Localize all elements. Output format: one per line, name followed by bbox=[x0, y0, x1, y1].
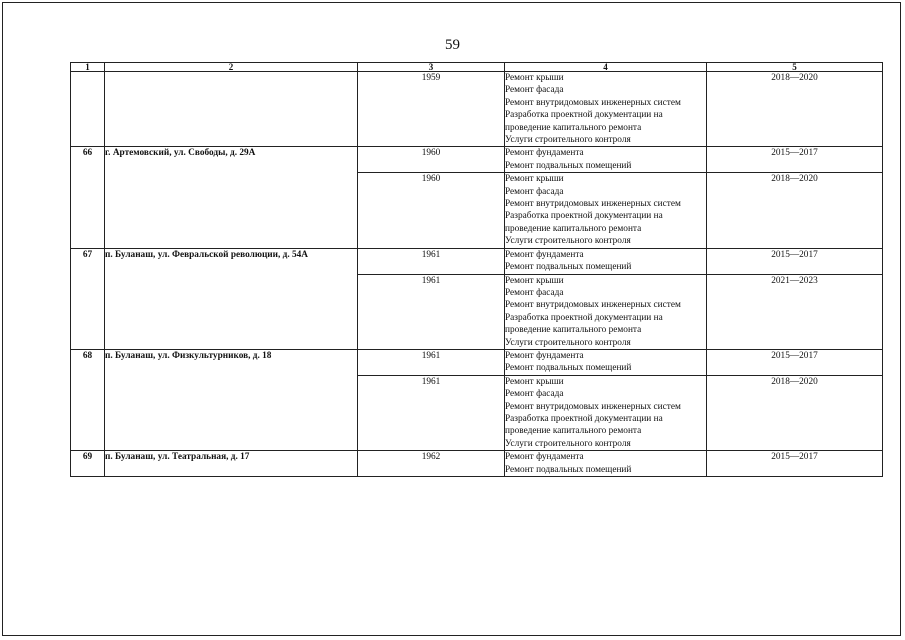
table-row bbox=[71, 72, 883, 147]
table-row bbox=[71, 349, 883, 375]
construction-year: 1960 bbox=[358, 173, 505, 248]
building-address: п. Буланаш, ул. Физкультурников, д. 18 bbox=[105, 349, 358, 450]
table-row bbox=[71, 451, 883, 477]
construction-year: 1962 bbox=[358, 451, 505, 477]
repair-period: 2015—2017 bbox=[707, 248, 883, 274]
work-item: Ремонт подвальных помещений bbox=[505, 160, 632, 171]
work-item: Ремонт фасада bbox=[505, 287, 564, 298]
repair-period: 2021—2023 bbox=[707, 274, 883, 349]
construction-year: 1961 bbox=[358, 349, 505, 375]
row-number: 67 bbox=[71, 248, 105, 349]
work-item: Ремонт крыши bbox=[505, 73, 564, 83]
row-number bbox=[71, 72, 105, 147]
column-header: 4 bbox=[505, 63, 707, 72]
work-item: Ремонт внутридомовых инженерных систем bbox=[505, 199, 681, 210]
work-item: Ремонт крыши bbox=[505, 275, 564, 286]
building-address: п. Буланаш, ул. Февральской революции, д. 54А bbox=[105, 248, 358, 349]
works-list bbox=[505, 173, 707, 248]
repair-period: 2015—2017 bbox=[707, 349, 883, 375]
construction-year: 1961 bbox=[358, 248, 505, 274]
construction-year: 1961 bbox=[358, 274, 505, 349]
row-number: 69 bbox=[71, 451, 105, 477]
page-number: 59 bbox=[445, 37, 460, 53]
works-list bbox=[505, 72, 707, 147]
works-list bbox=[505, 375, 707, 450]
works-list bbox=[505, 274, 707, 349]
work-item: Разработка проектной документации на проведение капитального ремонта bbox=[505, 110, 666, 133]
repair-schedule-table bbox=[70, 62, 883, 477]
work-item: Ремонт фасада bbox=[505, 186, 564, 197]
row-number: 66 bbox=[71, 147, 105, 248]
repair-period: 2018—2020 bbox=[707, 72, 883, 147]
table-body bbox=[71, 72, 883, 477]
work-item: Разработка проектной документации на проведение капитального ремонта bbox=[505, 413, 666, 437]
column-header: 1 bbox=[71, 63, 105, 72]
construction-year: 1960 bbox=[358, 147, 505, 173]
table-row bbox=[71, 248, 883, 274]
repair-period: 2018—2020 bbox=[707, 375, 883, 450]
building-address: п. Буланаш, ул. Театральная, д. 17 bbox=[105, 451, 358, 477]
work-item: Ремонт подвальных помещений bbox=[505, 464, 632, 475]
table-row bbox=[71, 147, 883, 173]
work-item: Ремонт фундамента bbox=[505, 148, 584, 159]
work-item: Ремонт фасада bbox=[505, 389, 564, 400]
work-item: Ремонт фасада bbox=[505, 85, 564, 96]
work-item: Услуги строительного контроля bbox=[505, 236, 631, 247]
column-header: 5 bbox=[707, 63, 883, 72]
work-item: Ремонт фундамента bbox=[505, 350, 584, 361]
work-item: Ремонт фундамента bbox=[505, 249, 584, 260]
work-item: Услуги строительного контроля bbox=[505, 337, 631, 348]
column-header: 3 bbox=[358, 63, 505, 72]
work-item: Услуги строительного контроля bbox=[505, 438, 631, 449]
building-address bbox=[105, 72, 358, 147]
repair-period: 2015—2017 bbox=[707, 147, 883, 173]
construction-year: 1959 bbox=[358, 72, 505, 147]
row-number: 68 bbox=[71, 349, 105, 450]
works-list bbox=[505, 147, 707, 173]
works-list bbox=[505, 248, 707, 274]
work-item: Ремонт крыши bbox=[505, 376, 564, 387]
work-item: Разработка проектной документации на проведение капитального ремонта bbox=[505, 211, 666, 234]
repair-period: 2015—2017 bbox=[707, 451, 883, 477]
work-item: Ремонт внутридомовых инженерных систем bbox=[505, 300, 681, 311]
work-item: Ремонт подвальных помещений bbox=[505, 363, 632, 374]
work-item: Разработка проектной документации на проведение капитального ремонта bbox=[505, 312, 666, 336]
work-item: Ремонт крыши bbox=[505, 174, 564, 185]
works-list bbox=[505, 349, 707, 375]
works-list bbox=[505, 451, 707, 477]
work-item: Услуги строительного контроля bbox=[505, 135, 631, 146]
work-item: Ремонт внутридомовых инженерных систем bbox=[505, 97, 681, 108]
table-header-row bbox=[71, 63, 883, 72]
repair-period: 2018—2020 bbox=[707, 173, 883, 248]
column-header: 2 bbox=[105, 63, 358, 72]
building-address: г. Артемовский, ул. Свободы, д. 29А bbox=[105, 147, 358, 248]
work-item: Ремонт фундамента bbox=[505, 452, 584, 463]
construction-year: 1961 bbox=[358, 375, 505, 450]
work-item: Ремонт внутридомовых инженерных систем bbox=[505, 401, 681, 412]
work-item: Ремонт подвальных помещений bbox=[505, 262, 632, 273]
